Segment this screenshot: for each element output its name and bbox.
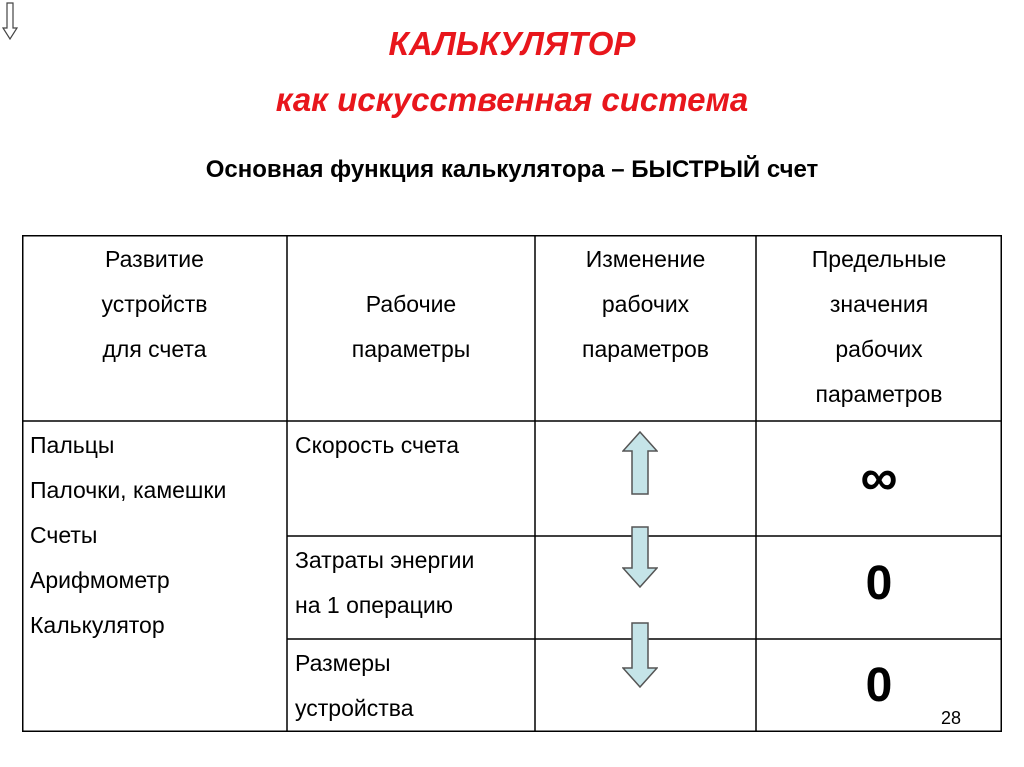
down-arrow-icon — [622, 526, 658, 588]
limit-value-size: 0 — [865, 659, 893, 712]
limit-value-energy: 0 — [865, 557, 893, 610]
slide-title-line2: как искусственная система — [275, 81, 749, 118]
parameter-speed: Скорость счета — [295, 432, 460, 458]
list-item: Арифмометр — [30, 567, 170, 593]
page-number: 28 — [941, 708, 962, 728]
slide-title: КАЛЬКУЛЯТОР — [388, 25, 636, 62]
device-list — [30, 423, 285, 648]
header-cell-devices: Развитие устройств для счета — [101, 246, 208, 362]
slide-subtitle: Основная функция калькулятора – БЫСТРЫЙ счет — [205, 156, 819, 183]
header-cell-change: Изменение рабочих параметров — [581, 246, 709, 362]
list-item: Калькулятор — [30, 612, 165, 638]
header-cell-limits: Предельные значения рабочих параметров — [811, 246, 947, 407]
list-item: Пальцы — [30, 432, 115, 458]
limit-value-infinity: ∞ — [860, 449, 898, 507]
down-arrow-icon — [622, 622, 658, 688]
comparison-table — [22, 235, 1002, 732]
parameter-energy: Затраты энергии на 1 операцию — [295, 547, 475, 618]
up-arrow-icon — [622, 431, 658, 495]
header-cell-parameters: Рабочие параметры — [351, 291, 471, 362]
parameter-size: Размеры устройства — [295, 650, 414, 721]
list-item: Палочки, камешки — [30, 477, 227, 503]
list-item: Счеты — [30, 522, 98, 548]
